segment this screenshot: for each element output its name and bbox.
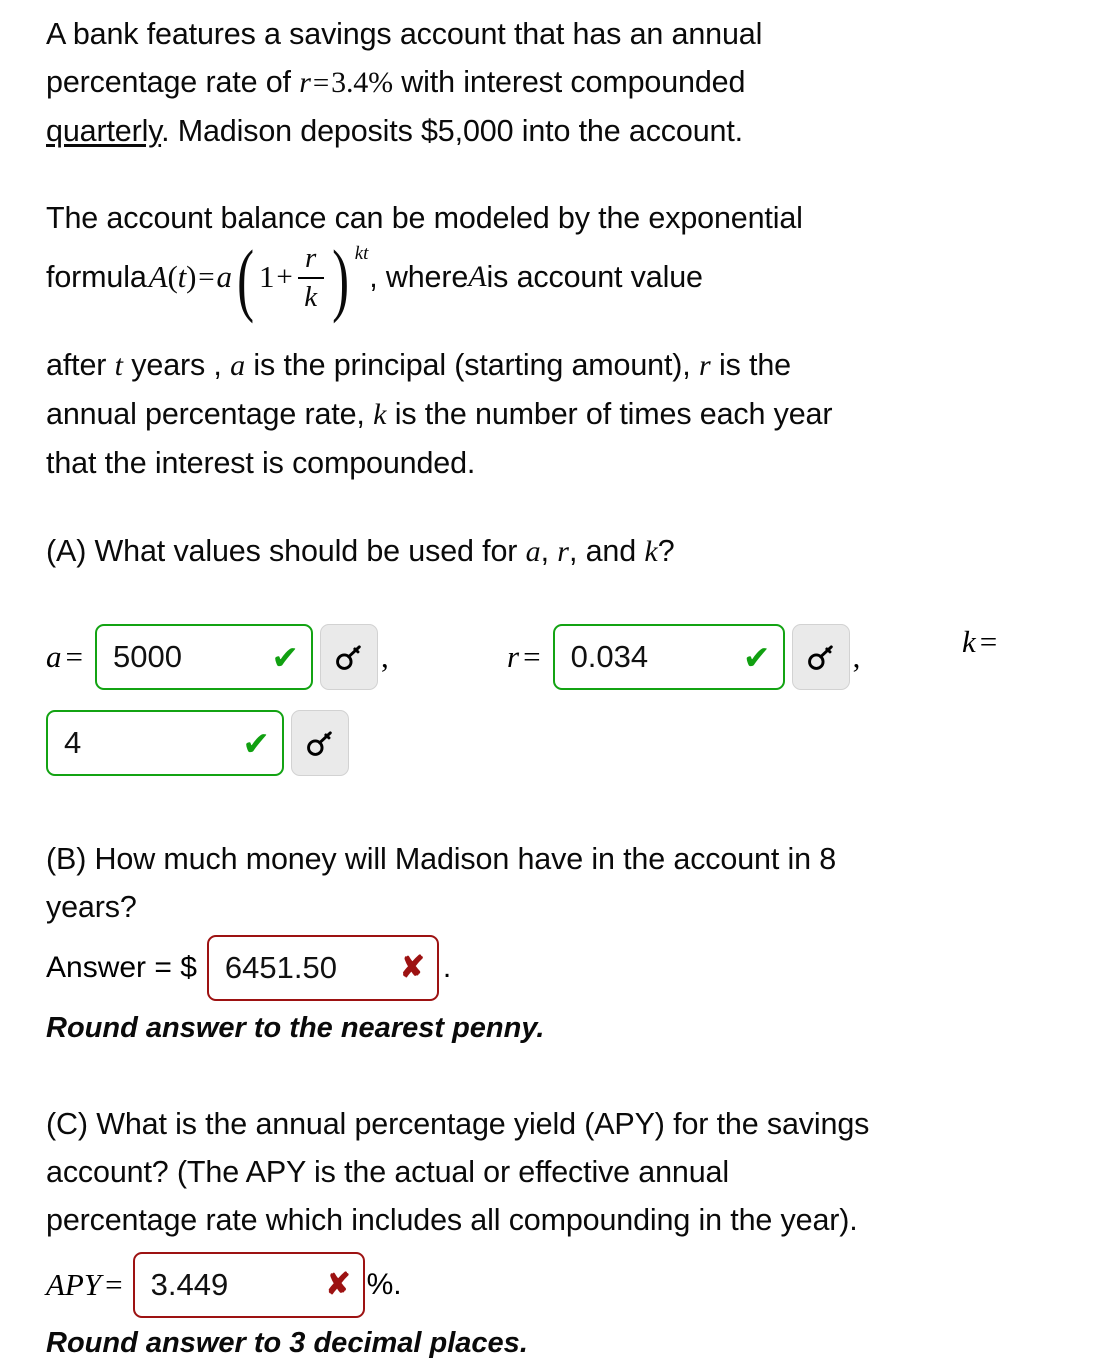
formula-prefix: formula: [46, 260, 147, 295]
part-c-question: [46, 1100, 1081, 1244]
desc-line-1-post: is the principal (starting amount),: [245, 348, 699, 382]
intro-line-3-post: . Madison deposits $5,000 into the account.: [161, 114, 743, 148]
field-a-label-equals: =: [65, 639, 83, 674]
part-c-answer-suffix: %.: [366, 1268, 402, 1301]
desc-line-1-pre: after: [46, 348, 115, 382]
part-b-question: [46, 835, 1081, 931]
part-c-line-2-text: account? (The APY is the actual or effective annual: [46, 1155, 729, 1189]
desc-var-r: r: [698, 349, 711, 382]
field-r-label-equals: =: [523, 639, 541, 674]
part-a-question-post: ?: [657, 534, 675, 568]
desc-line-3: [46, 439, 1081, 487]
field-k-label-wrap: [962, 624, 1001, 660]
intro-line-2-pre: percentage rate of: [46, 65, 300, 99]
input-a[interactable]: [95, 624, 313, 690]
part-b-line-1-text: (B) How much money will Madison have in the account in 8: [46, 842, 837, 876]
intro-line-3: [46, 107, 1081, 155]
field-a-trailing-comma: ,: [380, 639, 389, 674]
field-k-label-var: k: [962, 624, 976, 659]
part-a-sep-2: , and: [568, 534, 645, 568]
status-cross-icon-c: ✘: [325, 1268, 351, 1301]
field-a-label: [46, 639, 87, 675]
formula-fraction: [298, 243, 324, 313]
input-part-c-value: 3.449: [150, 1267, 229, 1302]
formula-function-arg: t: [177, 259, 187, 295]
formula-coefficient: a: [216, 259, 232, 295]
field-group-k: [46, 710, 349, 776]
desc-var-t: t: [114, 349, 123, 382]
formula-open-paren: (: [237, 232, 254, 324]
part-a-var-r: r: [557, 535, 569, 568]
formula-suffix: , where: [369, 260, 469, 295]
field-a-label-var: a: [46, 639, 62, 674]
key-icon: [806, 642, 836, 672]
desc-line-3-text: that the interest is compounded.: [46, 446, 476, 480]
part-b-line-1: [46, 835, 1081, 883]
part-b-answer-row: [46, 935, 451, 1001]
part-b-line-2-text: years?: [46, 890, 137, 924]
part-c-line-2: [46, 1148, 1081, 1196]
formula-function-name: A: [148, 259, 168, 295]
model-line-1: [46, 194, 1081, 242]
part-c-label: [46, 1267, 127, 1303]
desc-var-k: k: [373, 398, 387, 431]
status-cross-icon-b: ✘: [399, 951, 425, 984]
model-paragraph: [46, 194, 1081, 324]
part-b-line-2: [46, 883, 1081, 931]
formula-numerator: r: [305, 242, 317, 274]
show-answer-key-button-k[interactable]: [291, 710, 349, 776]
part-c-line-1-text: (C) What is the annual percentage yield (APY) for the savings: [46, 1107, 870, 1141]
field-k-label: [962, 624, 1001, 660]
input-part-b-value: 6451.50: [224, 950, 337, 985]
field-k-label-equals: =: [979, 624, 998, 659]
desc-line-2-pre: annual percentage rate,: [46, 397, 374, 431]
intro-paragraph: [46, 10, 1081, 155]
formula-fraction-bar: [298, 277, 324, 279]
variable-description: [46, 341, 1081, 487]
formula-tail: is account value: [486, 260, 703, 295]
part-a-sep-1: ,: [540, 534, 558, 568]
part-b-answer-prefix: Answer = $: [46, 951, 197, 984]
formula-exponent: kt: [354, 243, 369, 265]
field-group-r: [507, 624, 860, 690]
show-answer-key-button-r[interactable]: [792, 624, 850, 690]
part-c-label-text: APY: [46, 1267, 102, 1302]
field-r-label: [507, 639, 545, 675]
input-r-value: 0.034: [570, 639, 649, 674]
input-a-value: 5000: [112, 639, 182, 674]
input-part-c-answer[interactable]: [133, 1252, 365, 1318]
formula-equals: =: [198, 261, 215, 294]
intro-rate-value: 3.4%: [331, 66, 393, 99]
intro-rate-variable: r: [299, 66, 311, 99]
part-c-answer-row: [46, 1252, 402, 1318]
intro-line-2-post: with interest compounded: [392, 65, 746, 99]
formula-denominator: k: [304, 280, 317, 313]
part-a-var-a: a: [525, 535, 541, 568]
formula-line: [46, 232, 1081, 324]
part-c-line-3-text: percentage rate which includes all compounding in the year).: [46, 1203, 858, 1237]
part-c-line-1: [46, 1100, 1081, 1148]
model-line-1-text: The account balance can be modeled by the exponential: [46, 201, 803, 235]
part-a-var-k: k: [644, 535, 658, 568]
intro-line-1-text: A bank features a savings account that has an annual: [46, 17, 763, 51]
show-answer-key-button-a[interactable]: [320, 624, 378, 690]
input-r[interactable]: [553, 624, 785, 690]
desc-line-2-post: is the number of times each year: [386, 397, 833, 431]
status-check-icon-r: ✔: [742, 638, 771, 676]
key-icon: [334, 642, 364, 672]
formula-close-paren: ): [331, 232, 349, 324]
field-r-trailing-comma: ,: [852, 639, 861, 674]
part-b-answer-suffix: .: [442, 951, 452, 984]
intro-rate-equals: =: [312, 67, 330, 99]
formula-plus: +: [276, 261, 293, 294]
formula-one: 1: [259, 259, 275, 295]
part-b-rounding-note: Round answer to the nearest penny.: [46, 1012, 545, 1044]
part-a-question: [46, 527, 1081, 576]
part-a-question-pre: (A) What values should be used for: [46, 534, 526, 568]
part-c-line-3: [46, 1196, 1081, 1244]
intro-underlined-word: quarterly: [46, 114, 162, 148]
intro-line-1: [46, 10, 1081, 58]
field-group-a: [46, 624, 389, 690]
part-c-rounding-note: Round answer to 3 decimal places.: [46, 1327, 528, 1359]
desc-line-1-tail: is the: [710, 348, 791, 382]
status-check-icon-k: ✔: [242, 724, 270, 762]
key-icon: [305, 728, 335, 758]
desc-line-1-mid: years ,: [122, 348, 231, 382]
status-check-icon-a: ✔: [271, 638, 299, 676]
formula-A-variable: A: [468, 260, 487, 294]
input-k-value: 4: [64, 725, 82, 760]
desc-var-a: a: [230, 349, 246, 382]
input-k[interactable]: [46, 710, 284, 776]
intro-line-2: [46, 58, 1081, 107]
input-part-b-answer[interactable]: [207, 935, 439, 1001]
desc-line-2: [46, 390, 1081, 439]
field-r-label-var: r: [507, 639, 520, 674]
desc-line-1: [46, 341, 1081, 390]
part-c-label-equals: =: [105, 1267, 123, 1302]
formula-expression: A ( t ) = a ( 1 + $\frac{r}{k}$ ) kt: [149, 242, 368, 312]
